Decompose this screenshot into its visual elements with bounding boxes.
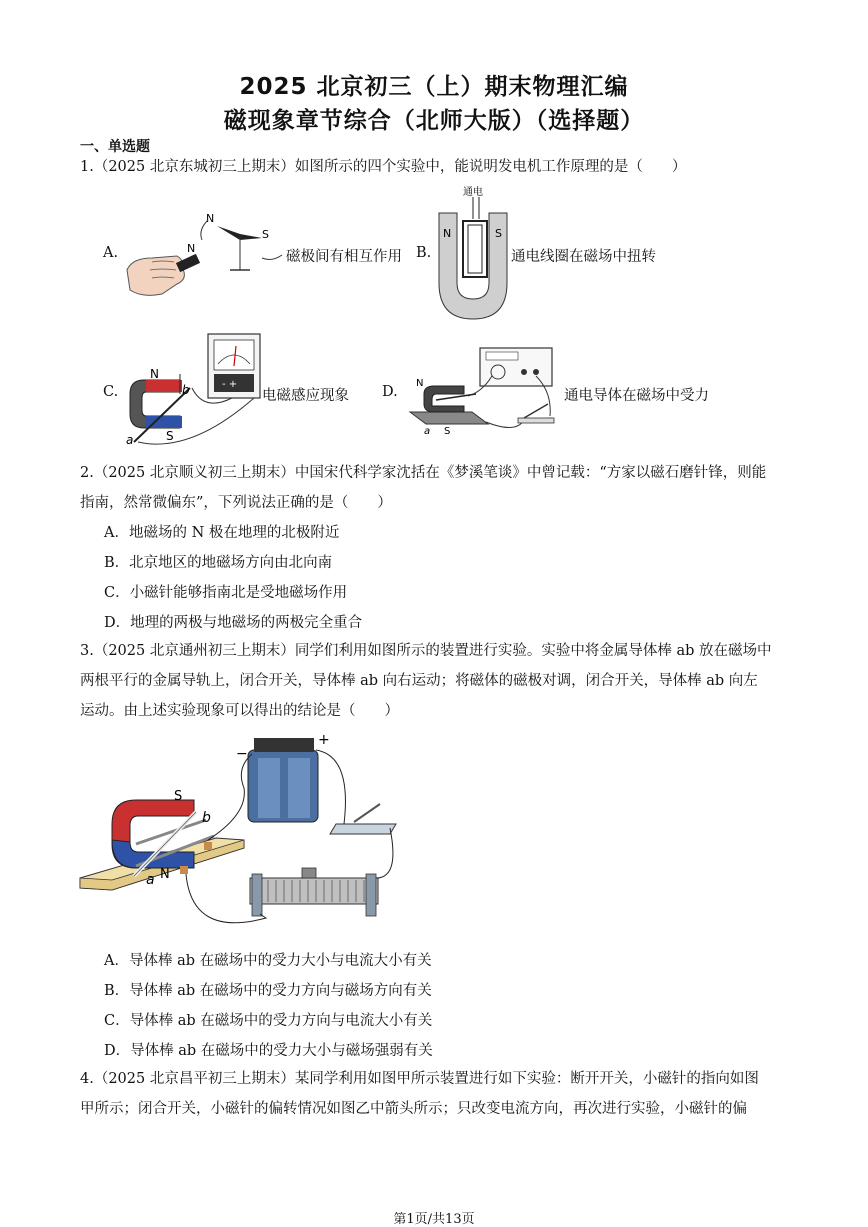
q1b-s-pole: S bbox=[495, 227, 502, 240]
question-2-line2: 指南，然常微偏东”，下列说法正确的是（ ） bbox=[80, 495, 392, 511]
q1a-n-mark: N bbox=[187, 242, 196, 255]
q1c-a-label: a bbox=[126, 433, 134, 447]
q3-minus-terminal: − bbox=[236, 746, 248, 762]
q3-option-c: C．导体棒 ab 在磁场中的受力方向与电流大小有关 bbox=[104, 1013, 433, 1029]
q1a-needle-s: S bbox=[262, 228, 269, 241]
q1c-s-pole: S bbox=[166, 429, 174, 443]
question-2-line1: 2.（2025 北京顺义初三上期末）中国宋代科学家沈括在《梦溪笔谈》中曾记载：“方家以磁石磨针锋，则能 bbox=[80, 465, 767, 481]
q3-figure bbox=[76, 728, 406, 943]
question-3-line1: 3.（2025 北京通州初三上期末）同学们利用如图所示的装置进行实验。实验中将金属导体棒 ab 放在磁场中 bbox=[80, 643, 772, 659]
q1-figure-a bbox=[122, 200, 287, 300]
q1d-s-pole: S bbox=[444, 426, 451, 437]
q2-option-b: B．北京地区的地磁场方向由北向南 bbox=[104, 555, 333, 571]
q1-option-b-label: B. bbox=[416, 245, 432, 261]
q1b-current-label: 通电 bbox=[463, 187, 483, 198]
q3-option-a: A．导体棒 ab 在磁场中的受力大小与电流大小有关 bbox=[104, 953, 432, 969]
q1d-n-pole: N bbox=[416, 378, 424, 389]
q1-option-b-caption: 通电线圈在磁场中扭转 bbox=[511, 249, 656, 265]
q1-figure-b bbox=[433, 183, 513, 323]
q3-s-pole: S bbox=[174, 789, 183, 804]
q1-option-d-label: D. bbox=[382, 384, 398, 400]
question-3-line3: 运动。由上述实验现象可以得出的结论是（ ） bbox=[80, 703, 399, 719]
question-4-line1: 4.（2025 北京昌平初三上期末）某同学利用如图甲所示装置进行如下实验：断开开关，小磁针的指向如图 bbox=[80, 1071, 759, 1087]
q1-option-d-caption: 通电导体在磁场中受力 bbox=[564, 388, 709, 404]
question-3-line2: 两根平行的金属导轨上，闭合开关，导体棒 ab 向右运动；将磁体的磁极对调，闭合开关，导体棒 ab 向左 bbox=[80, 673, 758, 689]
q3-plus-terminal: + bbox=[318, 732, 330, 748]
q1-figure-d bbox=[406, 342, 564, 438]
q2-option-a: A．地磁场的 N 极在地理的北极附近 bbox=[104, 525, 340, 541]
q1-option-c-caption: 电磁感应现象 bbox=[262, 388, 349, 404]
q2-option-d: D．地理的两极与地磁场的两极完全重合 bbox=[104, 615, 363, 631]
q2-option-c: C．小磁针能够指南北是受地磁场作用 bbox=[104, 585, 348, 601]
q1-option-a-caption: 磁极间有相互作用 bbox=[286, 249, 402, 265]
q1-option-c-label: C. bbox=[103, 384, 119, 400]
page-footer: 第1页/共13页 bbox=[393, 1212, 475, 1227]
q1-figure-c bbox=[120, 330, 270, 450]
q1-option-a-label: A. bbox=[103, 245, 119, 261]
q3-a-label: a bbox=[146, 872, 155, 888]
q1a-needle-n: N bbox=[206, 212, 215, 225]
q1c-b-label: b bbox=[182, 383, 190, 397]
q3-n-pole: N bbox=[160, 867, 170, 882]
section-heading: 一、单选题 bbox=[80, 139, 150, 155]
q1d-a-label: a bbox=[424, 426, 431, 437]
q1c-n-pole: N bbox=[150, 367, 159, 381]
q3-option-b: B．导体棒 ab 在磁场中的受力方向与磁场方向有关 bbox=[104, 983, 432, 999]
q3-option-d: D．导体棒 ab 在磁场中的受力大小与磁场强弱有关 bbox=[104, 1043, 433, 1059]
page-title-line2: 磁现象章节综合（北师大版）（选择题） bbox=[223, 108, 645, 134]
svg-text:- +: - + bbox=[222, 379, 238, 390]
question-4-line2: 甲所示；闭合开关，小磁针的偏转情况如图乙中箭头所示；只改变电流方向，再次进行实验，小磁针的偏 bbox=[80, 1101, 747, 1117]
q1b-n-pole: N bbox=[443, 227, 452, 240]
question-1-text: 1.（2025 北京东城初三上期末）如图所示的四个实验中，能说明发电机工作原理的是（ ） bbox=[80, 159, 687, 175]
q3-b-label: b bbox=[202, 810, 211, 826]
page-title-line1: 2025 北京初三（上）期末物理汇编 bbox=[239, 74, 629, 100]
